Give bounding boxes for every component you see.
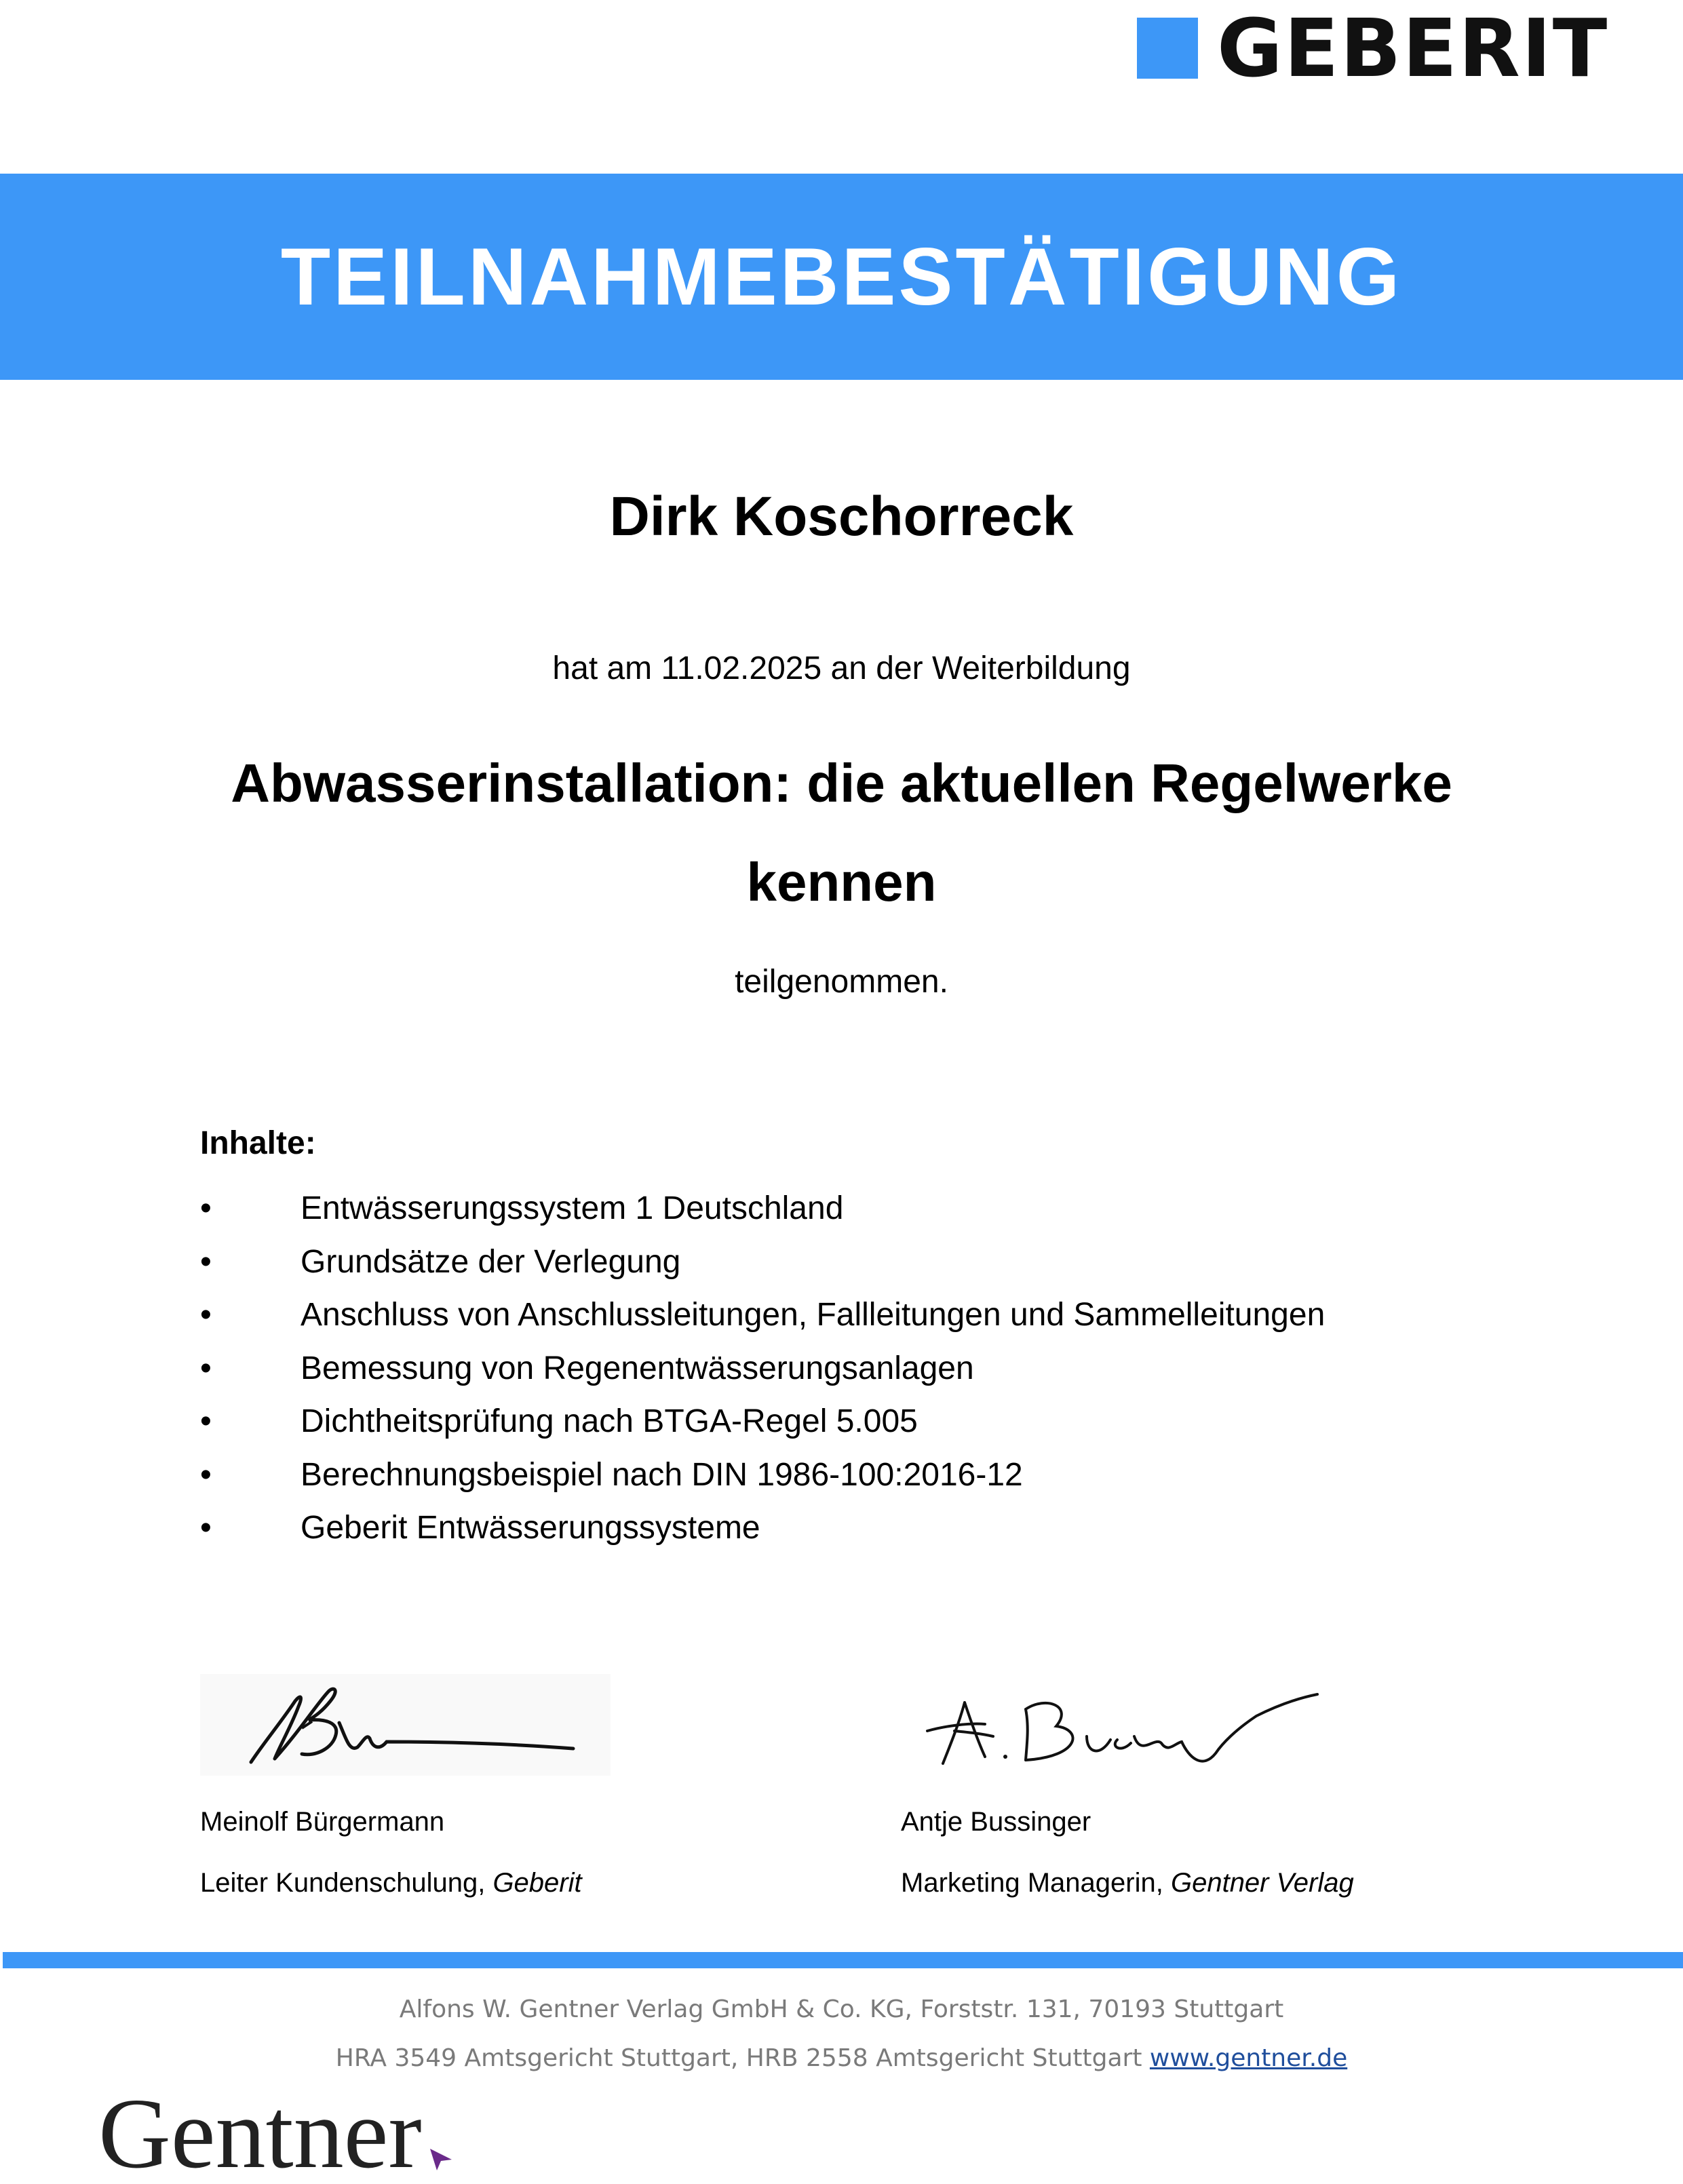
contents-heading: Inhalte: <box>200 1125 316 1161</box>
bullet: • <box>200 1350 212 1386</box>
list-item-text: Anschluss von Anschlussleitungen, Fallleitungen und Sammelleitungen <box>301 1297 1326 1333</box>
title-banner <box>0 174 1683 380</box>
intro-line: hat am 11.02.2025 an der Weiterbildung <box>552 650 1131 686</box>
bullet: • <box>200 1456 212 1493</box>
bullet: • <box>200 1403 212 1439</box>
geberit-logo <box>1137 1 1609 95</box>
bullet: • <box>200 1510 212 1546</box>
list-item-text: Bemessung von Regenentwässerungsanlagen <box>301 1350 974 1386</box>
bullet: • <box>200 1243 212 1280</box>
signature-image <box>200 1674 611 1776</box>
footer-address: Alfons W. Gentner Verlag GmbH & Co. KG, Forststr. 131, 70193 Stuttgart <box>399 1995 1284 2023</box>
signatory-name-2: Antje Bussinger <box>901 1807 1091 1837</box>
list-item-text: Geberit Entwässerungssysteme <box>301 1510 760 1546</box>
signatory-org: Geberit <box>492 1868 582 1898</box>
website-link[interactable]: www.gentner.de <box>1149 2044 1348 2072</box>
signatory-role-1 <box>200 1868 582 1898</box>
bullet: • <box>200 1190 212 1226</box>
signature-image <box>917 1689 1324 1777</box>
signatory-role-2 <box>901 1868 1354 1898</box>
list-item <box>200 1508 1325 1561</box>
footer-divider <box>3 1952 1683 1968</box>
course-title-line-2: kennen <box>746 852 937 912</box>
arrow-icon <box>427 2145 454 2172</box>
geberit-logo-text: GEBERIT <box>1217 1 1609 95</box>
list-item-text: Dichtheitsprüfung nach BTGA-Regel 5.005 <box>301 1403 918 1439</box>
list-item <box>200 1348 1325 1402</box>
list-item <box>200 1242 1325 1295</box>
topic-list <box>200 1188 1325 1561</box>
signatory-org: Gentner Verlag <box>1170 1868 1354 1898</box>
signatory-role-text: Marketing Managerin, <box>901 1868 1171 1898</box>
signatory-role-text: Leiter Kundenschulung, <box>200 1868 493 1898</box>
certificate-title: TEILNAHMEBESTÄTIGUNG <box>280 231 1403 322</box>
closing-line: teilgenommen. <box>735 964 948 1000</box>
list-item <box>200 1455 1325 1508</box>
course-title <box>0 734 1683 932</box>
footer-register-text: HRA 3549 Amtsgericht Stuttgart, HRB 2558 Amtsgericht Stuttgart <box>335 2044 1150 2072</box>
list-item-text: Grundsätze der Verlegung <box>301 1243 681 1280</box>
geberit-logo-square <box>1137 18 1198 79</box>
footer-register <box>0 2044 1683 2072</box>
list-item-text: Entwässerungssystem 1 Deutschland <box>301 1190 844 1226</box>
gentner-logo <box>98 2099 454 2184</box>
gentner-logo-text: Gentner <box>98 2099 422 2184</box>
list-item-text: Berechnungsbeispiel nach DIN 1986-100:2016-12 <box>301 1456 1023 1493</box>
participant-name: Dirk Koschorreck <box>609 486 1074 547</box>
bullet: • <box>200 1297 212 1333</box>
course-title-line-1: Abwasserinstallation: die aktuellen Regelwerke <box>231 753 1452 813</box>
list-item <box>200 1188 1325 1242</box>
list-item <box>200 1295 1325 1348</box>
signatory-name-1: Meinolf Bürgermann <box>200 1807 445 1837</box>
list-item <box>200 1401 1325 1455</box>
